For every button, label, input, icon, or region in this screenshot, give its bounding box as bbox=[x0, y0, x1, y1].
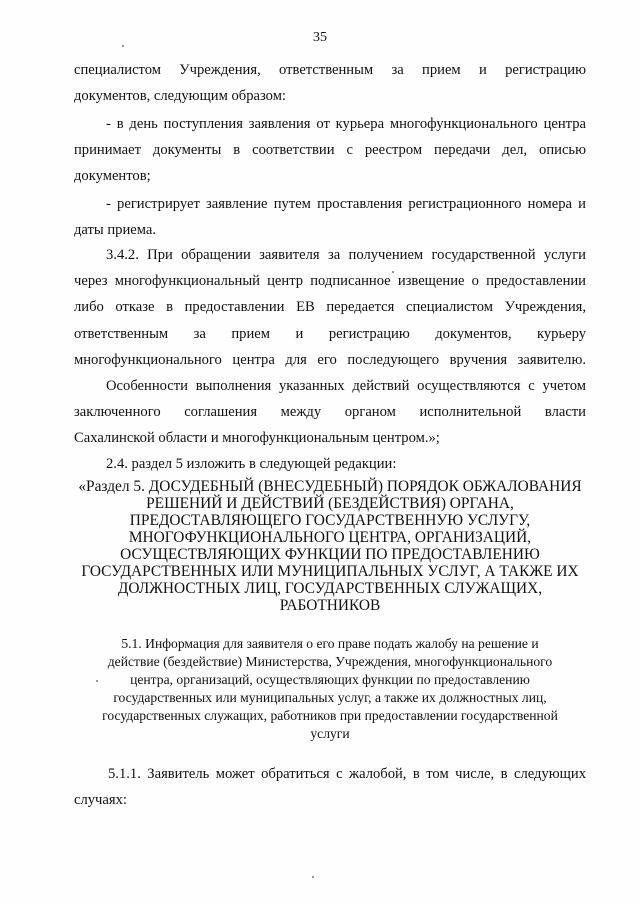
scan-speck bbox=[96, 680, 98, 682]
scan-speck bbox=[122, 45, 124, 47]
subheading-line: государственных служащих, работников при предоставлении государственной bbox=[102, 708, 558, 723]
text-line: либо отказе в предоставлении ЕВ передается специалистом Учреждения, bbox=[74, 299, 586, 315]
subheading-line: услуги bbox=[310, 726, 350, 741]
heading-line: ДОЛЖНОСТНЫХ ЛИЦ, ГОСУДАРСТВЕННЫХ СЛУЖАЩИХ, bbox=[117, 580, 543, 597]
heading-line: РАБОТНИКОВ bbox=[279, 597, 381, 614]
subheading-line: центра, организаций, осуществляющих функции по предоставлению bbox=[130, 672, 530, 687]
page-number: 35 bbox=[313, 30, 327, 45]
subheading-line: 5.1. Информация для заявителя о его праве подать жалобу на решение и bbox=[121, 636, 539, 651]
subsection-heading bbox=[74, 635, 586, 743]
text-line: 5.1.1. Заявитель может обратиться с жалобой, в том числе, в следующих bbox=[108, 766, 586, 782]
scan-speck bbox=[392, 271, 394, 273]
text-line: специалистом Учреждения, ответственным за прием и регистрацию bbox=[74, 62, 586, 78]
text-line: документов; bbox=[74, 168, 151, 184]
heading-line: «Раздел 5. ДОСУДЕБНЫЙ (ВНЕСУДЕБНЫЙ) ПОРЯДОК ОБЖАЛОВАНИЯ bbox=[78, 478, 582, 495]
text-line: заключенного соглашения между органом исполнительной власти bbox=[74, 404, 586, 420]
scan-speck bbox=[312, 876, 314, 878]
text-line: принимает документы в соответствии с реестром передачи дел, описью bbox=[74, 142, 586, 158]
text-line: - регистрирует заявление путем проставления регистрационного номера и bbox=[106, 196, 586, 212]
text-line: 2.4. раздел 5 изложить в следующей редакции: bbox=[106, 456, 397, 472]
heading-line: ГОСУДАРСТВЕННЫХ ИЛИ МУНИЦИПАЛЬНЫХ УСЛУГ, А ТАКЖЕ ИХ bbox=[81, 563, 579, 580]
subheading-line: государственных или муниципальных услуг, а также их должностных лиц, bbox=[113, 690, 547, 705]
heading-line: ПРЕДОСТАВЛЯЮЩЕГО ГОСУДАРСТВЕННУЮ УСЛУГУ, bbox=[129, 512, 531, 529]
text-line: 3.4.2. При обращении заявителя за получением государственной услуги bbox=[106, 247, 586, 263]
heading-line: ОСУЩЕСТВЛЯЮЩИХ ФУНКЦИИ ПО ПРЕДОСТАВЛЕНИЮ bbox=[120, 546, 540, 563]
heading-line: РЕШЕНИЙ И ДЕЙСТВИЙ (БЕЗДЕЙСТВИЯ) ОРГАНА, bbox=[146, 495, 514, 512]
text-line: документов, следующим образом: bbox=[74, 88, 286, 104]
text-line: - в день поступления заявления от курьера многофункционального центра bbox=[106, 116, 586, 132]
text-line: случаях: bbox=[74, 792, 127, 808]
text-line: Сахалинской области и многофункциональным центром.»; bbox=[74, 430, 440, 446]
text-line: ответственным за прием и регистрацию документов, курьеру bbox=[74, 326, 586, 342]
section-heading bbox=[74, 478, 586, 614]
text-line: многофункционального центра для его последующего вручения заявителю. bbox=[74, 352, 586, 368]
text-line: через многофункциональный центр подписанное извещение о предоставлении bbox=[74, 273, 586, 289]
subheading-line: действие (бездействие) Министерства, Учреждения, многофункционального bbox=[107, 654, 553, 669]
text-line: даты приема. bbox=[74, 222, 157, 238]
text-line: Особенности выполнения указанных действий осуществляются с учетом bbox=[106, 378, 586, 394]
heading-line: МНОГОФУНКЦИОНАЛЬНОГО ЦЕНТРА, ОРГАНИЗАЦИЙ, bbox=[128, 529, 532, 546]
